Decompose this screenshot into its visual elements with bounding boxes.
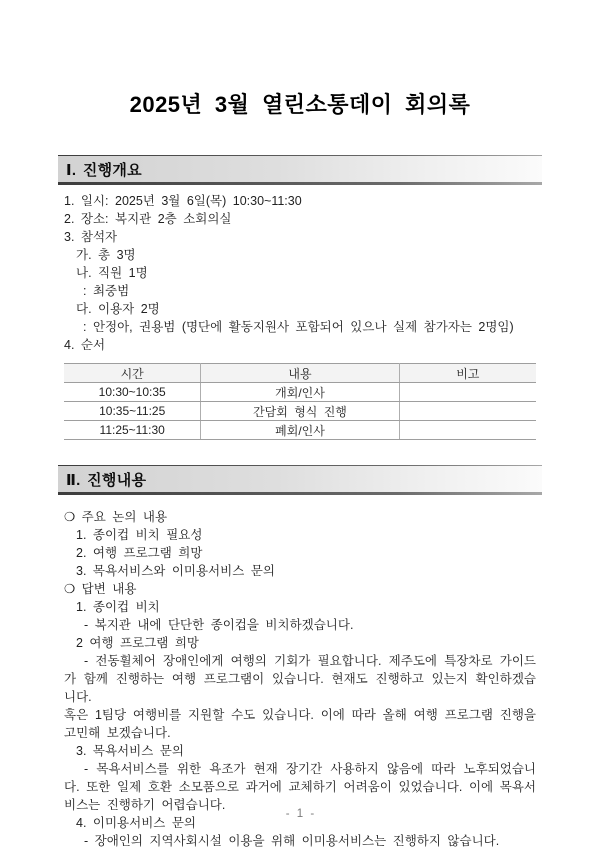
section1-heading: Ⅰ. 진행개요 <box>66 162 142 179</box>
line-discussion-1: 1. 종이컵 비치 필요성 <box>76 528 203 542</box>
line-answer1-body: - 복지관 내에 단단한 종이컵을 비치하겠습니다. <box>84 618 354 632</box>
cell-note <box>399 421 536 440</box>
page-title: 2025년 3월 열린소통데이 회의록 <box>129 92 471 117</box>
line-staff: 나. 직원 1명 <box>76 266 148 280</box>
line-total: 가. 총 3명 <box>76 248 136 262</box>
table-row <box>64 421 536 440</box>
cell-note <box>399 383 536 402</box>
line-datetime: 1. 일시: 2025년 3월 6일(목) 10:30~11:30 <box>64 194 302 208</box>
table-row <box>64 402 536 421</box>
line-answers-title: ❍ 답변 내용 <box>64 582 137 596</box>
cell-content: 간담회 형식 진행 <box>201 402 399 421</box>
line-answer2-title: 2 여행 프로그램 희망 <box>76 636 199 650</box>
line-users: 다. 이용자 2명 <box>76 302 160 316</box>
section1-body <box>64 192 536 440</box>
section1-heading-bar <box>58 155 542 185</box>
section2-heading-bar <box>58 465 542 495</box>
line-answer2-body-cont: 혹은 1팀당 여행비를 지원할 수도 있습니다. 이에 따라 올해 여행 프로그램 진행을 고민해 보겠습니다. <box>64 708 536 740</box>
table-header-note: 비고 <box>399 364 536 383</box>
line-answer2-body: - 전동휠체어 장애인에게 여행의 기회가 필요합니다. 제주도에 특장차로 가이드가 함께 진행하는 여행 프로그램이 있습니다. 현재도 진행하고 있는지 확인하겠습니다. <box>64 654 536 704</box>
line-answer3-title: 3. 목욕서비스 문의 <box>76 744 184 758</box>
cell-time: 10:35~11:25 <box>64 402 201 421</box>
table-header-time: 시간 <box>64 364 201 383</box>
cell-note <box>399 402 536 421</box>
table-header-row <box>64 364 536 383</box>
schedule-table <box>64 363 536 440</box>
section2-heading: Ⅱ. 진행내용 <box>66 472 147 489</box>
cell-time: 10:30~10:35 <box>64 383 201 402</box>
line-discussion-title: ❍ 주요 논의 내용 <box>64 510 168 524</box>
line-answer3-body: - 목욕서비스를 위한 욕조가 현재 장기간 사용하지 않음에 따라 노후되었습니다. 또한 일제 호환 소모품으로 과거에 교체하기 어려움이 있었습니다. 이에 목욕서비스는 진행하기 어렵습니다. <box>64 762 536 812</box>
cell-content: 개회/인사 <box>201 383 399 402</box>
cell-time: 11:25~11:30 <box>64 421 201 440</box>
line-discussion-3: 3. 목욕서비스와 이미용서비스 문의 <box>76 564 275 578</box>
line-order: 4. 순서 <box>64 338 106 352</box>
line-discussion-2: 2. 여행 프로그램 희망 <box>76 546 203 560</box>
line-staff-name: : 최중범 <box>83 284 130 298</box>
page-number: - 1 - <box>285 808 315 820</box>
table-row <box>64 383 536 402</box>
section2-body <box>64 508 536 848</box>
line-answer1-title: 1. 종이컵 비치 <box>76 600 160 614</box>
line-attendees: 3. 참석자 <box>64 230 118 244</box>
line-answer4-title: 4. 이미용서비스 문의 <box>76 816 196 830</box>
table-header-content: 내용 <box>201 364 399 383</box>
line-place: 2. 장소: 복지관 2층 소회의실 <box>64 212 232 226</box>
line-user-names: : 안정아, 권용범 (명단에 활동지원사 포함되어 있으나 실제 참가자는 2명임) <box>83 320 514 334</box>
cell-content: 폐회/인사 <box>201 421 399 440</box>
line-answer4-body: - 장애인의 지역사회시설 이용을 위해 이미용서비스는 진행하지 않습니다. <box>84 834 500 848</box>
